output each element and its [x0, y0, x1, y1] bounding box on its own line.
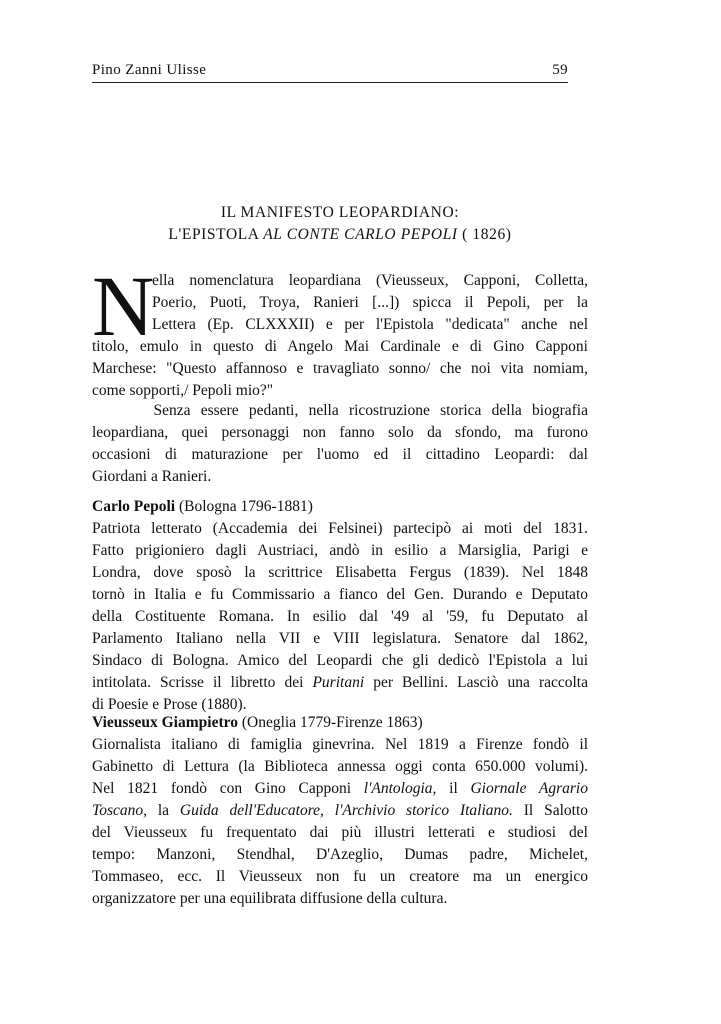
- paragraph-line: Senza essere pedanti, nella ricostruzione storica della biografia: [92, 402, 588, 419]
- entry-line: tempo: Manzoni, Stendhal, D'Azeglio, Dumas padre, Michelet,: [92, 846, 588, 863]
- paragraph-2: [92, 400, 588, 488]
- paragraph-line: occasioni di maturazione per l'uomo ed il cittadino Leopardi: dal: [92, 446, 588, 463]
- entry-name: Vieusseux Giampietro: [92, 714, 238, 731]
- entry-line: Fatto prigioniero dagli Austriaci, andò in esilio a Marsiglia, Parigi e: [92, 542, 588, 559]
- intro-paragraph: [92, 258, 588, 402]
- paragraph-line: leopardiana, quei personaggi non fanno solo da sfondo, ma furono: [92, 424, 588, 441]
- entry-line: di Poesie e Prose (1880).: [92, 696, 247, 713]
- entry-line: Gabinetto di Lettura (la Biblioteca annessa oggi conta 650.000 volumi).: [92, 758, 588, 775]
- paragraph-line: Giordani a Ranieri.: [92, 468, 212, 485]
- drop-cap: N: [92, 258, 155, 354]
- intro-line: titolo, emulo in questo di Angelo Mai Cardinale e di Gino Capponi: [92, 338, 588, 355]
- entry-vieusseux: [92, 712, 588, 910]
- entry-dates: (Bologna 1796-1881): [175, 498, 313, 515]
- entry-line: organizzatore per una equilibrata diffusione della cultura.: [92, 890, 448, 907]
- entry-line: del Vieusseux fu frequentato dai più illustri letterati e studiosi del: [92, 824, 588, 841]
- entry-line: Tommaseo, ecc. Il Vieusseux non fu un creatore ma un energico: [92, 868, 588, 885]
- entry-line: della Costituente Romana. In esilio dal '49 al '59, fu Deputato al: [92, 608, 588, 625]
- entry-name: Carlo Pepoli: [92, 498, 176, 515]
- entry-line: Toscano, la Guida dell'Educatore, l'Archivio storico Italiano. Il Salotto: [92, 802, 589, 819]
- entry-line: tornò in Italia e fu Commissario a fianco del Gen. Durando e Deputato: [92, 586, 588, 603]
- intro-line: Marchese: "Questo affannoso e travagliato sonno/ che noi vita nomiam,: [92, 360, 588, 377]
- entry-dates: (Oneglia 1779-Firenze 1863): [237, 714, 423, 731]
- intro-line: Poerio, Puoti, Troya, Ranieri [...]) spicca il Pepoli, per la: [152, 294, 588, 311]
- entry-line: Patriota letterato (Accademia dei Felsinei) partecipò ai moti del 1831.: [92, 520, 588, 537]
- entry-heading: [92, 712, 588, 734]
- chapter-title-line2: L'EPISTOLA AL CONTE CARLO PEPOLI ( 1826): [168, 226, 512, 243]
- entry-heading: [92, 496, 588, 518]
- header-author: Pino Zanni Ulisse: [92, 62, 207, 78]
- entry-line: Londra, dove sposò la scrittrice Elisabetta Fergus (1839). Nel 1848: [92, 564, 588, 581]
- intro-line: ella nomenclatura leopardiana (Vieusseux, Capponi, Colletta,: [152, 272, 588, 289]
- entry-line: intitolata. Scrisse il libretto dei Puritani per Bellini. Lasciò una raccolta: [92, 674, 588, 691]
- entry-line: Parlamento Italiano nella VII e VIII legislatura. Senatore dal 1862,: [92, 630, 588, 647]
- entry-carlo-pepoli: [92, 496, 588, 716]
- entry-line: Nel 1821 fondò con Gino Capponi l'Antologia, il Giornale Agrario: [92, 780, 588, 797]
- running-header: [92, 62, 568, 83]
- page-number: 59: [552, 62, 568, 78]
- chapter-title-line1: IL MANIFESTO LEOPARDIANO:: [220, 204, 460, 221]
- entry-line: Sindaco di Bologna. Amico del Leopardi che gli dedicò l'Epistola a lui: [92, 652, 588, 669]
- entry-line: Giornalista italiano di famiglia ginevrina. Nel 1819 a Firenze fondò il: [92, 736, 588, 753]
- intro-line: Lettera (Ep. CLXXXII) e per l'Epistola "dedicata" anche nel: [152, 316, 588, 333]
- intro-line: come sopporti,/ Pepoli mio?": [92, 382, 274, 399]
